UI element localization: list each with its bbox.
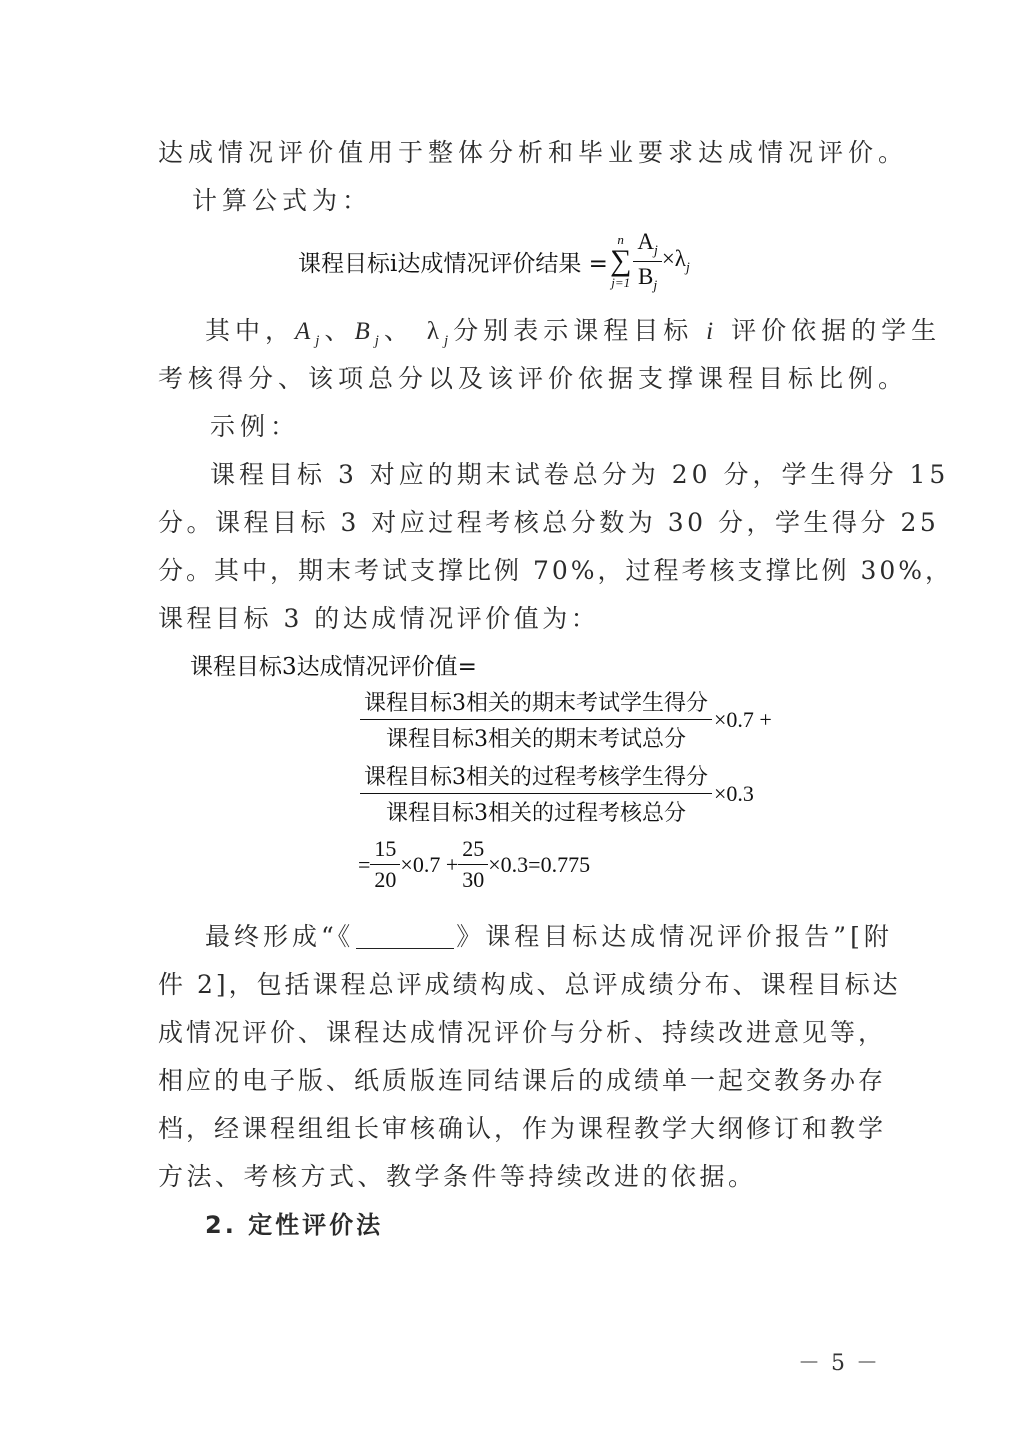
- paragraph-line: 成情况评价、课程达成情况评价与分析、持续改进意见等，: [158, 1018, 887, 1047]
- formula-tail: $\times\lambda_j$: [661, 246, 690, 275]
- page-number: － 5 －: [798, 1351, 880, 1376]
- paragraph-line: 达成情况评价值用于整体分析和毕业要求达成情况评价。: [158, 138, 909, 167]
- paragraph-line: 考核得分、该项总分以及该评价依据支撑课程目标比例。: [158, 364, 909, 393]
- formula-example-result: = $\frac{15}{20}$ ×0.7 + $\frac{25}{30}$ ×0.3=0.775: [358, 836, 591, 892]
- paragraph-line: 计算公式为：: [192, 186, 373, 215]
- paragraph-line: 课程目标 3 的达成情况评价值为：: [158, 604, 600, 633]
- report-name-blank: [356, 926, 454, 949]
- formula-fraction: $\frac{A_j}{B_j}$: [633, 229, 661, 293]
- paragraph-line: 示例：: [210, 412, 301, 441]
- section-heading: 2. 定性评价法: [205, 1211, 384, 1239]
- formula-example-term1: $\frac{\text{课程目标3相关的期末考试学生得分}}{\text{课程目标3相关的期末考试总分}}$ ×0.7 +: [360, 686, 772, 753]
- paragraph-line: 其中，$A_j$、$B_j$、 $\lambda_j$分别表示课程目标 i 评价依据的学生: [205, 316, 942, 349]
- paragraph-line: 方法、考核方式、教学条件等持续改进的依据。: [158, 1162, 757, 1191]
- paragraph-line: 分。其中，期末考试支撑比例 70%，过程考核支撑比例 30%，: [158, 556, 954, 585]
- paragraph-line: 件 2]，包括课程总评成绩构成、总评成绩分布、课程目标达: [158, 970, 901, 999]
- paragraph-line: 最终形成“《 》课程目标达成情况评价报告”[附: [205, 922, 893, 951]
- paragraph-line: 分。课程目标 3 对应过程考核总分数为 30 分，学生得分 25: [158, 508, 940, 537]
- formula-achievement: [298, 226, 690, 296]
- paragraph-line: 档，经课程组组长审核确认，作为课程教学大纲修订和教学: [158, 1114, 887, 1143]
- formula-example-head: 课程目标3达成情况评价值=: [190, 654, 477, 680]
- paragraph-line: 课程目标 3 对应的期末试卷总分为 20 分，学生得分 15: [210, 460, 950, 489]
- formula-left: 课程目标i达成情况评价结果 =: [298, 250, 608, 277]
- formula-example-term2: $\frac{\text{课程目标3相关的过程考核学生得分}}{\text{课程目标3相关的过程考核总分}}$ ×0.3: [360, 760, 754, 827]
- sum-symbol: n ∑ j=1: [609, 232, 632, 290]
- paragraph-line: 相应的电子版、纸质版连同结课后的成绩单一起交教务办存: [158, 1066, 887, 1095]
